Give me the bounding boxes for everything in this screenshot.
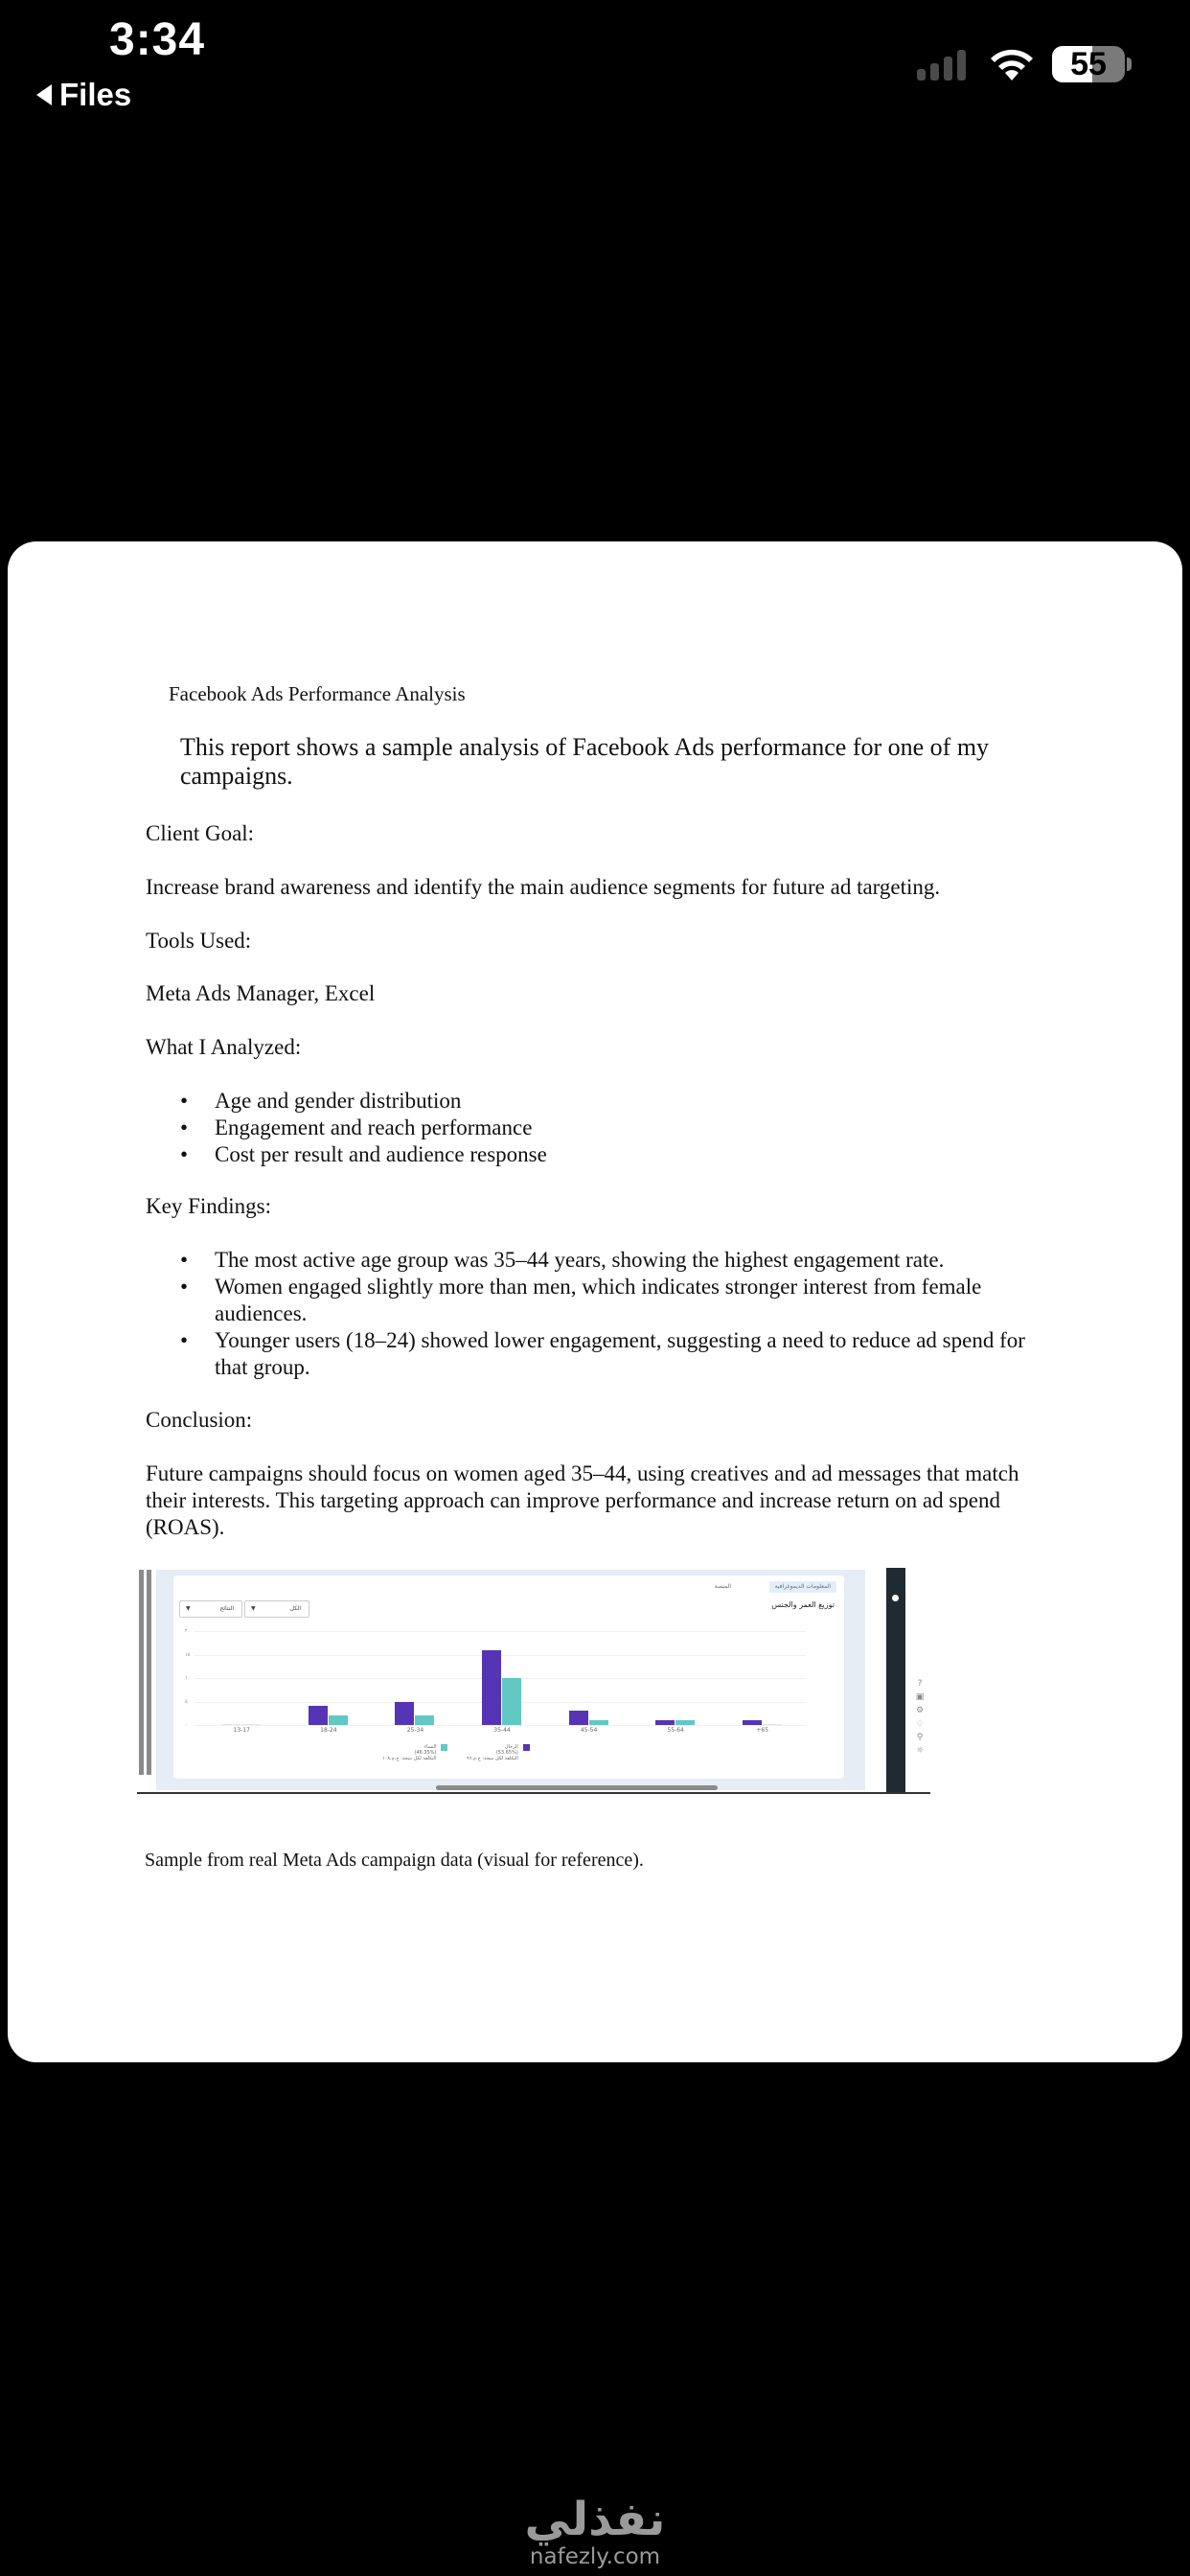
cellular-signal-icon [917,48,966,80]
findings-heading: Key Findings: [146,1194,271,1218]
scrollbar [139,1570,144,1775]
wifi-icon [987,44,1037,82]
y-tick: ١٥ [185,1651,191,1658]
analyzed-heading: What I Analyzed: [146,1035,302,1059]
x-tick: 55-64 [667,1727,684,1734]
client-goal-text: Increase brand awareness and identify the main audience segments for future ad targeting. [146,875,941,899]
all-dropdown: الكل ▼ [244,1600,309,1618]
document-title: Facebook Ads Performance Analysis [169,682,466,705]
y-tick: ٢٠ [185,1628,191,1634]
y-tick: ١٠ [185,1675,191,1681]
x-tick: 35-44 [493,1727,511,1734]
image-icon: ▣ [915,1692,925,1702]
caret-down-icon: ▼ [251,1605,256,1612]
bar-18-24-men [309,1706,328,1725]
clock: 3:34 [109,14,206,65]
side-toolbar [913,1679,927,1756]
status-bar [0,0,1190,115]
list-item: • Engagement and reach performance [146,1115,1046,1141]
tools-heading: Tools Used: [146,929,252,953]
conclusion-heading: Conclusion: [146,1408,253,1432]
intro-paragraph: This report shows a sample analysis of Facebook Ads performance for one of my campaigns. [180,733,990,790]
legend-women: النساء (46.35%) التكلفة لكل نتيجة: ج.م.١٠٨ [382,1744,436,1761]
bar-45-54-men [569,1711,588,1725]
demographics-card [173,1576,844,1779]
conclusion-text: Future campaigns should focus on women aged 35–44, using creatives and ad messages that match their interests. This targeting approach can improve performance and increase return on ad spend (ROAS). [146,1461,1019,1539]
age-gender-bar-chart [185,1628,806,1734]
search-icon: ⚲ [916,1733,924,1742]
bar-13-17-men [221,1724,240,1725]
x-tick: 45-54 [580,1727,598,1734]
battery-icon [1052,46,1129,82]
tab-demographics: المعلومات الديموغرافية [769,1581,836,1593]
back-arrow-icon [36,84,52,105]
bar-55-64-women [675,1720,695,1725]
bug-icon: ☼ [915,1746,925,1756]
list-item: • Women engaged slightly more than men, which indicates stronger interest from female audiences. [146,1274,1046,1327]
bar-35-44-men [482,1650,501,1725]
x-tick: 13-17 [233,1727,250,1734]
analyzed-list [146,1088,1046,1168]
y-tick: ٥ [185,1698,188,1705]
x-tick: 18-24 [320,1727,337,1734]
watermark-arabic: نفذلي [524,2493,666,2546]
panel-dot-icon [892,1595,899,1601]
watermark-domain: nafezly.com [529,2544,661,2569]
bar-55-64-men [655,1720,675,1725]
battery-percent: 55 [1070,46,1107,82]
list-item: • The most active age group was 35–44 years, showing the highest engagement rate. [146,1247,1046,1274]
client-goal-heading: Client Goal: [146,821,255,845]
dark-side-panel [886,1568,905,1794]
list-item: • Age and gender distribution [146,1088,1046,1115]
caret-down-icon: ▼ [186,1605,191,1612]
y-tick: ٠ [185,1722,188,1728]
bar-65+-women [763,1724,782,1725]
bar-45-54-women [589,1720,608,1725]
findings-list [146,1247,1046,1381]
chart-title: توزيع العمر والجنس [771,1600,835,1609]
horizontal-scrollbar [436,1785,718,1790]
results-dropdown: النتائج ▼ [179,1600,242,1618]
settings-icon: ⚙ [915,1706,925,1715]
bar-35-44-women [502,1678,521,1725]
nafezly-watermark [0,2493,1190,2570]
tools-text: Meta Ads Manager, Excel [146,981,376,1005]
x-tick: 25-34 [406,1727,424,1734]
x-tick: +65 [756,1727,769,1734]
list-item: • Younger users (18–24) showed lower engagement, suggesting a need to reduce ad spend for that group. [146,1327,1046,1381]
bar-65+-men [743,1720,762,1725]
embedded-ads-screenshot [137,1568,930,1794]
legend-men: الرجال (53.65%) التكلفة لكل نتيجة: ج.م.٩٦ [467,1744,518,1761]
back-to-files-button[interactable] [36,77,131,113]
image-caption: Sample from real Meta Ads campaign data (visual for reference). [145,1850,644,1871]
bar-13-17-women [241,1724,261,1725]
tab-platform: المنصة [714,1583,731,1590]
bell-icon: ♢ [915,1719,925,1729]
bar-25-34-women [415,1715,434,1725]
back-label: Files [59,77,132,112]
bar-25-34-men [395,1702,414,1726]
help-icon: ? [917,1679,923,1689]
list-item: • Cost per result and audience response [146,1141,1046,1168]
bar-18-24-women [329,1715,348,1725]
scrollbar [147,1570,151,1775]
